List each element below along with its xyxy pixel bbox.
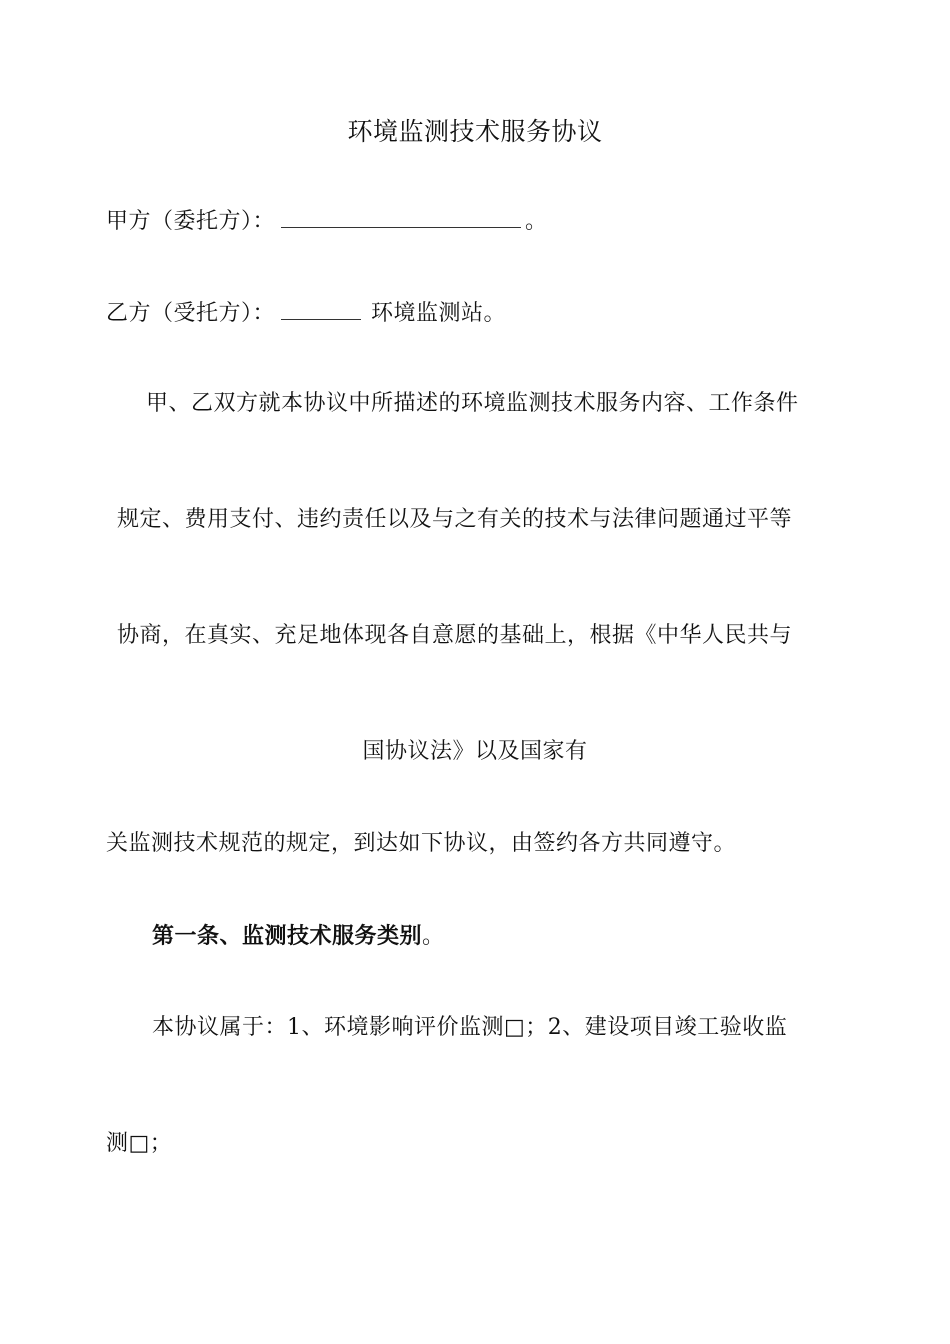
party-b-line: [106, 297, 506, 329]
party-a-blank: [281, 205, 521, 228]
party-a-line: [106, 205, 548, 237]
party-b-suffix: 环境监测站。: [371, 301, 507, 326]
article-1-line-2: 测□；: [106, 1131, 173, 1156]
document-title: 环境监测技术服务协议: [347, 117, 603, 146]
article-1-heading: 第一条、监测技术服务类别: [152, 923, 423, 949]
party-b-label: 乙方（受托方）：: [106, 301, 276, 326]
party-a-label: 甲方（委托方）：: [106, 209, 276, 234]
preamble-line-5: 关监测技术规范的规定，到达如下协议，由签约各方共同遵守。: [106, 831, 737, 856]
article-1-heading-suffix: 。: [422, 924, 445, 949]
article-1-heading-line: [152, 921, 445, 952]
article-1-line-1: 本协议属于：1、环境影响评价监测□；2、建设项目竣工验收监: [152, 1015, 788, 1040]
preamble-line-4: 国协议法》以及国家有: [362, 739, 588, 764]
party-b-blank: [281, 297, 361, 320]
party-a-suffix: 。: [525, 209, 548, 234]
preamble-line-2: 规定、费用支付、违约责任以及与之有关的技术与法律问题通过平等: [117, 507, 793, 532]
preamble-line-3: 协商，在真实、充足地体现各自意愿的基础上，根据《中华人民共与: [117, 623, 793, 648]
preamble-line-1: 甲、乙双方就本协议中所描述的环境监测技术服务内容、工作条件: [146, 391, 799, 416]
